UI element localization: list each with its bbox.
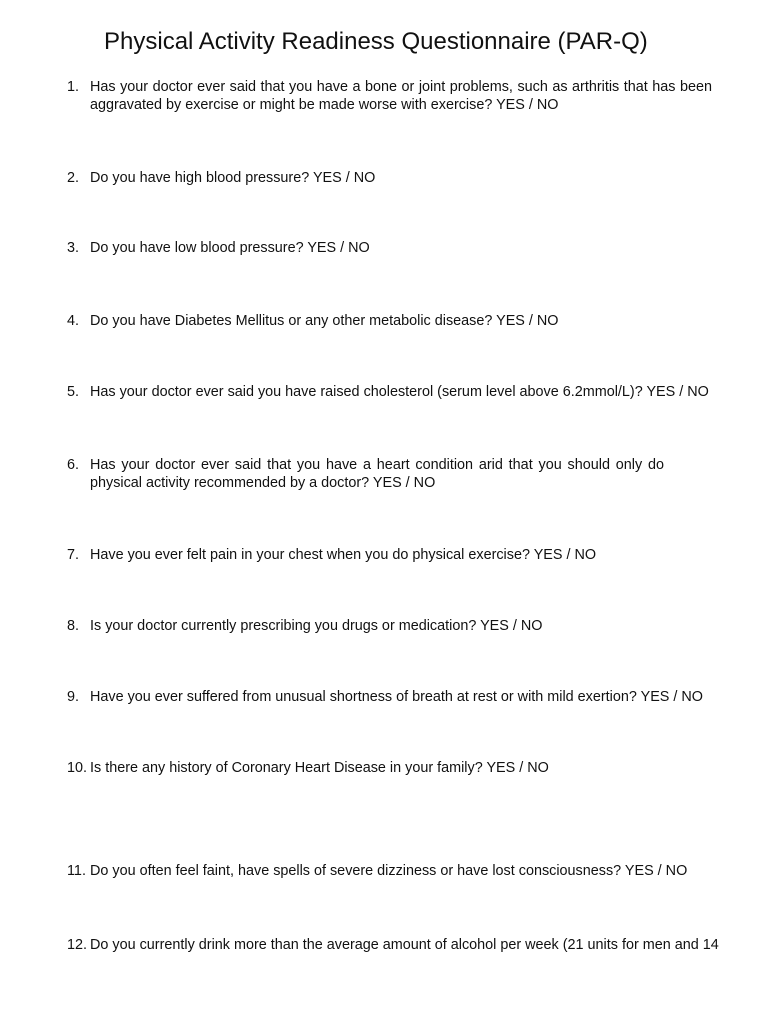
question-number: 5. bbox=[67, 384, 80, 400]
question-12 bbox=[67, 937, 719, 955]
question-10 bbox=[67, 760, 712, 778]
question-text: Has your doctor ever said that you have a bone or joint problems, such as arthritis that has been aggravated by exercise or might be made worse with exercise? YES / NO bbox=[90, 79, 712, 113]
question-3 bbox=[67, 240, 712, 258]
question-number: 1. bbox=[67, 79, 80, 95]
question-number: 8. bbox=[67, 618, 80, 634]
question-text: Do you often feel faint, have spells of severe dizziness or have lost consciousness? YES / NO bbox=[90, 863, 688, 879]
question-text: Have you ever felt pain in your chest when you do physical exercise? YES / NO bbox=[90, 547, 597, 563]
question-number: 9. bbox=[67, 689, 80, 705]
question-number: 11. bbox=[67, 863, 86, 879]
question-9 bbox=[67, 689, 712, 707]
question-number: 12. bbox=[67, 937, 88, 953]
question-number: 7. bbox=[67, 547, 80, 563]
question-8 bbox=[67, 618, 712, 636]
question-number: 2. bbox=[67, 170, 80, 186]
question-text: Do you currently drink more than the average amount of alcohol per week (21 units for men and 14 bbox=[90, 937, 719, 953]
question-1 bbox=[67, 79, 712, 114]
page-title: Physical Activity Readiness Questionnaire (PAR-Q) bbox=[104, 28, 648, 55]
question-text: Do you have Diabetes Mellitus or any other metabolic disease? YES / NO bbox=[90, 313, 559, 329]
question-text: Have you ever suffered from unusual shortness of breath at rest or with mild exertion? YES / NO bbox=[90, 689, 703, 705]
question-text: Is your doctor currently prescribing you drugs or medication? YES / NO bbox=[90, 618, 543, 634]
question-text: Is there any history of Coronary Heart Disease in your family? YES / NO bbox=[90, 760, 549, 776]
question-number: 6. bbox=[67, 457, 80, 473]
question-text: Do you have low blood pressure? YES / NO bbox=[90, 240, 370, 256]
question-2 bbox=[67, 170, 712, 188]
question-number: 10. bbox=[67, 760, 88, 776]
question-4 bbox=[67, 313, 712, 331]
question-11 bbox=[67, 863, 712, 881]
question-text: Has your doctor ever said you have raised cholesterol (serum level above 6.2mmol/L)? YES / NO bbox=[90, 384, 709, 400]
question-6 bbox=[67, 457, 712, 492]
question-number: 3. bbox=[67, 240, 80, 256]
question-number: 4. bbox=[67, 313, 80, 329]
question-text: Do you have high blood pressure? YES / NO bbox=[90, 170, 376, 186]
question-5 bbox=[67, 384, 712, 402]
question-7 bbox=[67, 547, 712, 565]
question-text: Has your doctor ever said that you have a heart condition arid that you should only do physical activity recommended by a doctor? YES / NO bbox=[90, 457, 664, 491]
